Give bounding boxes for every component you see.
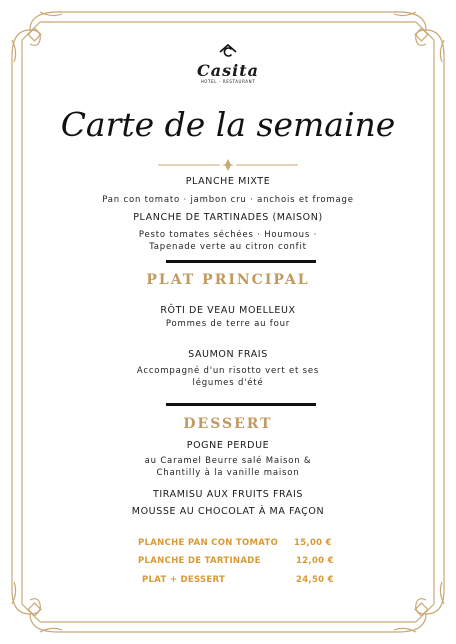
- item-description: Tapenade verte au citron confit: [149, 242, 307, 252]
- item-name: MOUSSE AU CHOCOLAT À MA FAÇON: [131, 506, 325, 517]
- house-letter-c-icon: [217, 42, 239, 62]
- price-label: PLANCHE DE TARTINADE: [138, 556, 261, 566]
- item-description: Pesto tomates séchées · Houmous ·: [138, 230, 318, 240]
- section-heading-plat: PLAT PRINCIPAL: [146, 272, 310, 288]
- item-name: PLANCHE MIXTE: [185, 176, 271, 187]
- logo: [0, 42, 456, 85]
- item-name: TIRAMISU AUX FRUITS FRAIS: [153, 489, 303, 500]
- page-title: Carte de la semaine: [60, 105, 396, 144]
- item-description: Accompagné d'un risotto vert et ses: [136, 366, 320, 376]
- item-name: PLANCHE DE TARTINADES (MAISON): [133, 212, 323, 223]
- item-description: Pan con tomato · jambon cru · anchois et fromage: [102, 195, 354, 205]
- item-name: POGNE PERDUE: [186, 440, 270, 451]
- item-description: au Caramel Beurre salé Maison &: [144, 456, 312, 466]
- price-label: PLAT + DESSERT: [142, 575, 226, 585]
- logo-name: Casita: [197, 61, 259, 80]
- item-name: RÔTI DE VEAU MOELLEUX: [160, 305, 296, 316]
- price-value: 24,50 €: [296, 575, 334, 585]
- item-name: SAUMON FRAIS: [188, 349, 268, 360]
- item-description: Pommes de terre au four: [165, 319, 291, 329]
- price-value: 12,00 €: [296, 556, 334, 566]
- section-rule: [166, 260, 316, 263]
- price-value: 15,00 €: [294, 538, 332, 548]
- title-divider: [158, 158, 298, 172]
- item-description: Chantilly à la vanille maison: [156, 468, 300, 478]
- section-heading-dessert: DESSERT: [183, 416, 273, 432]
- logo-subtitle: HOTEL - RESTAURANT: [200, 79, 256, 84]
- section-rule: [166, 403, 316, 406]
- item-description: légumes d'été: [192, 378, 264, 388]
- price-label: PLANCHE PAN CON TOMATO: [138, 538, 279, 548]
